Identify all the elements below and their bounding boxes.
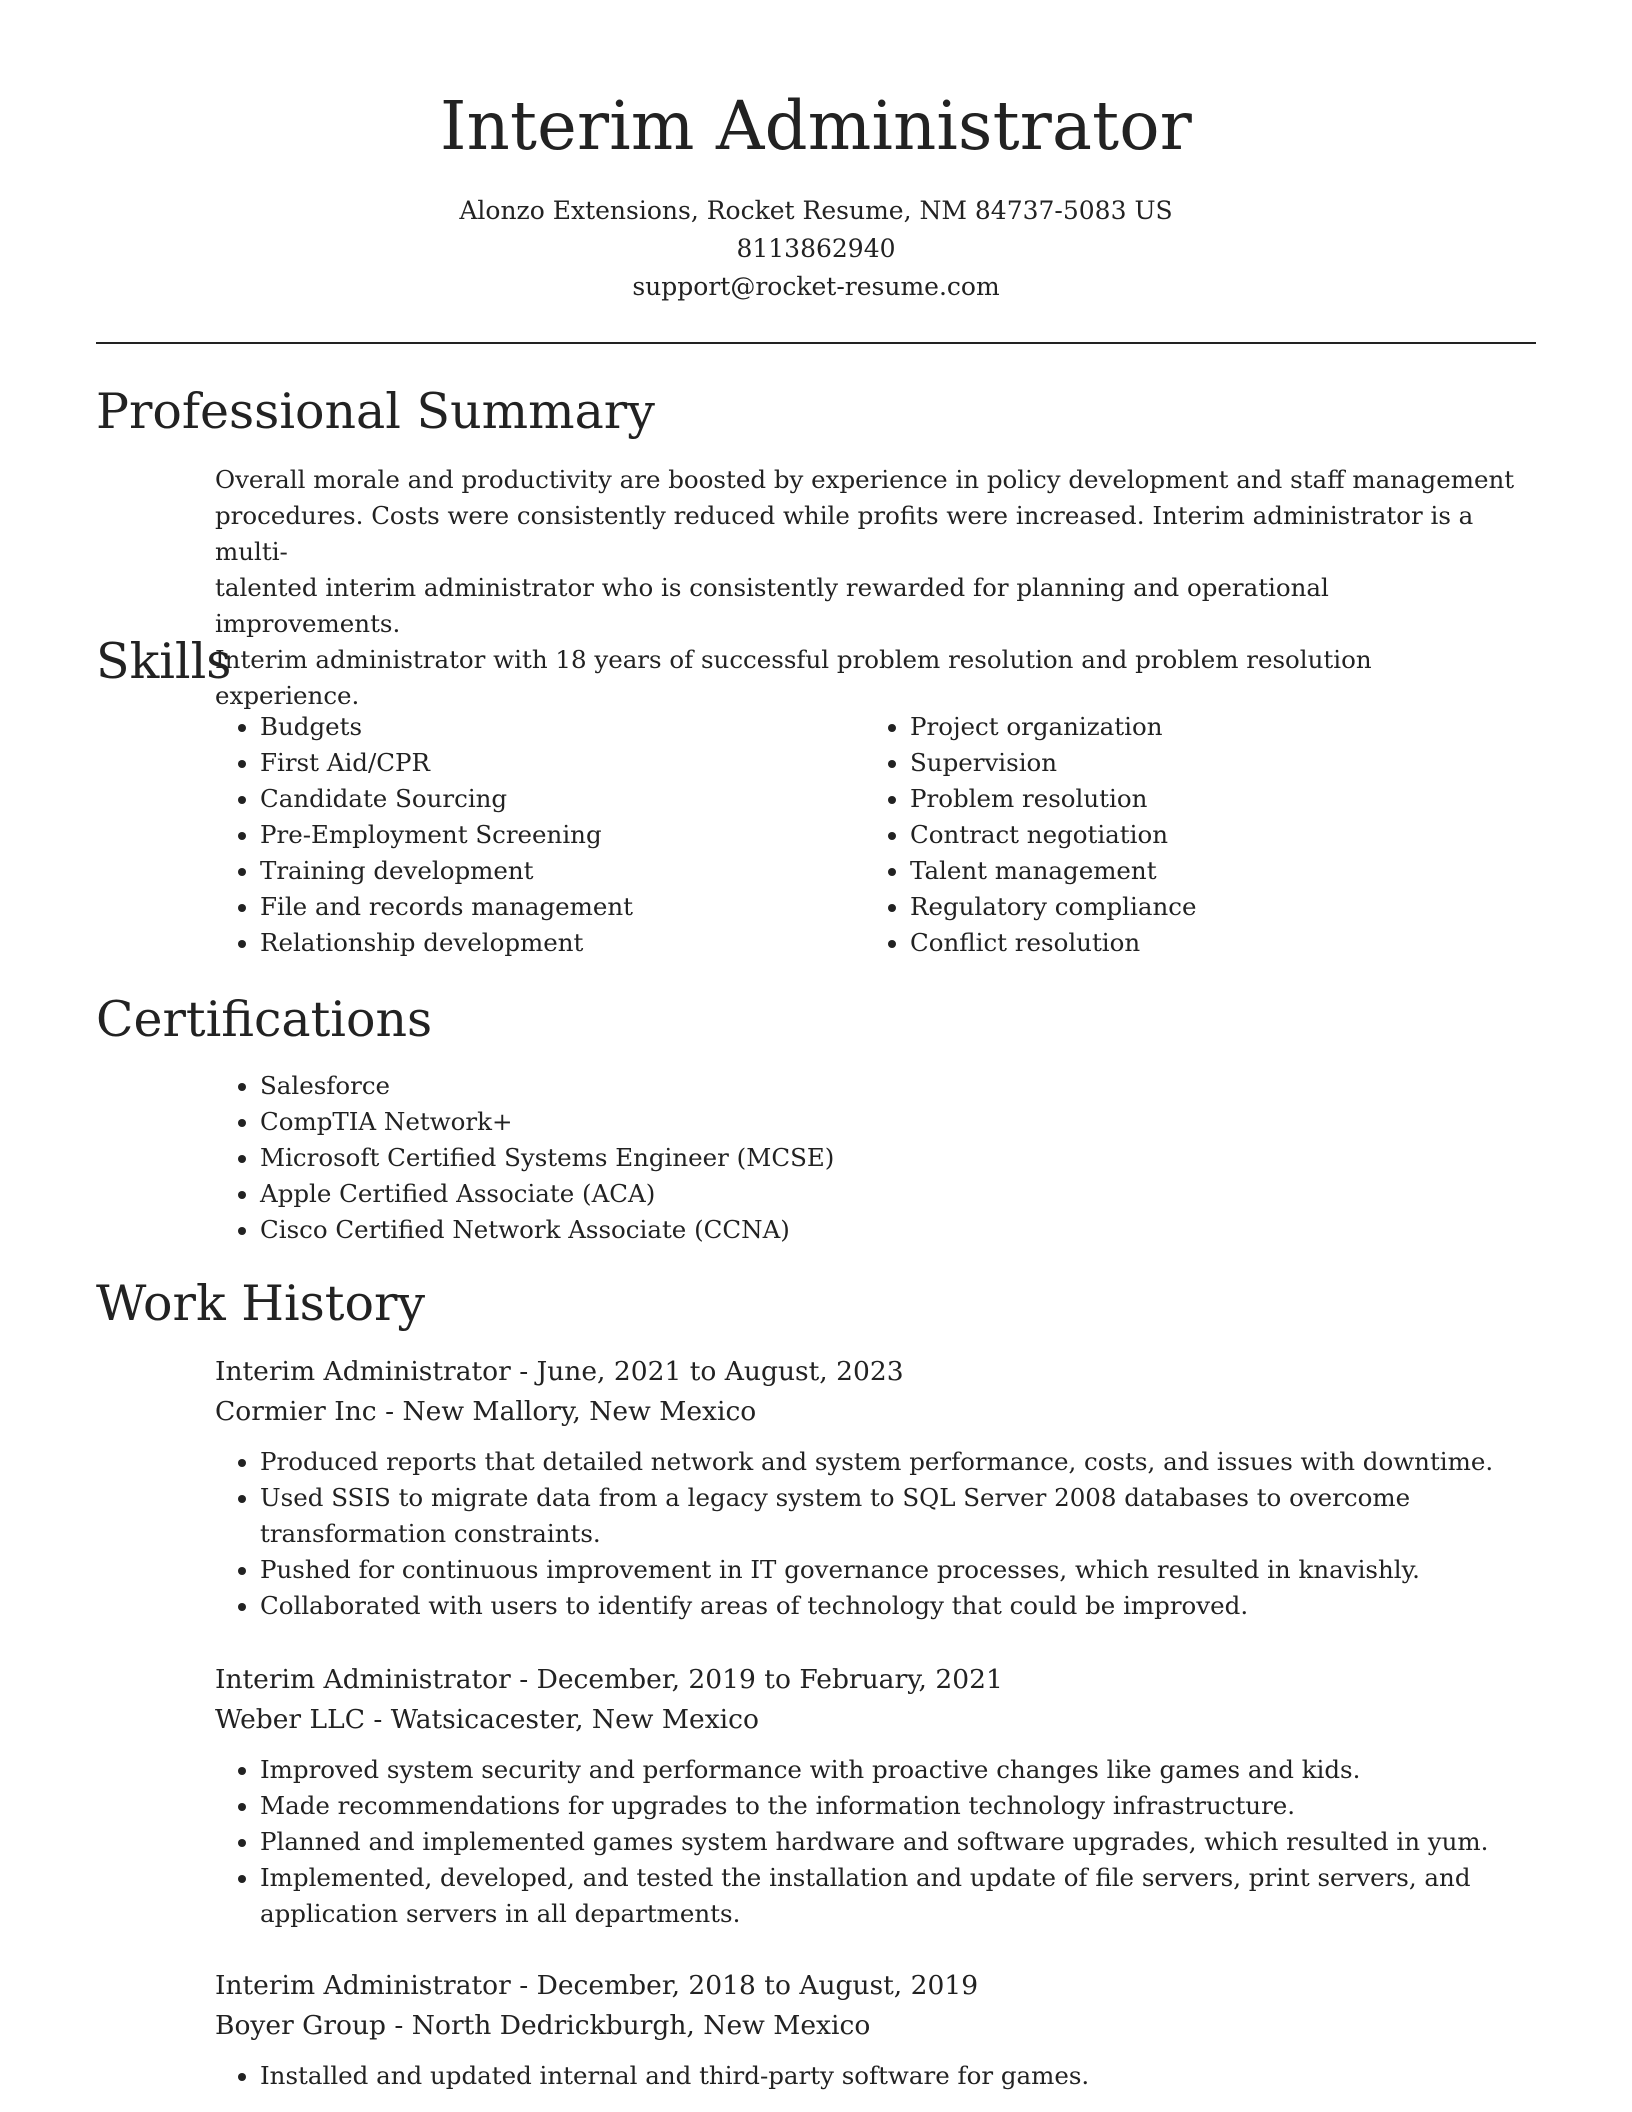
job-location: - New Mallory, New Mexico (376, 1396, 757, 1427)
work-history-heading: Work History (96, 1275, 426, 1332)
certification-item: • CompTIA Network+ (260, 1104, 1515, 1140)
certification-item: • Salesforce (260, 1068, 1515, 1104)
job-bullet: • Implemented, developed, and tested the installation and update of file servers, print servers, and application servers in all departments. (260, 1860, 1535, 1932)
job-bullet: • Made recommendations for upgrades to the information technology infrastructure. (260, 1788, 1535, 1824)
skill-item: • Budgets (260, 709, 815, 745)
job-bullet: • Planned and implemented games system hardware and software upgrades, which resulted in yum. (260, 1824, 1535, 1860)
skill-item: • Pre-Employment Screening (260, 817, 815, 853)
email-line: support@rocket-resume.com (632, 272, 1000, 301)
skill-item: • Problem resolution (910, 781, 1515, 817)
certifications-heading: Certifications (96, 991, 433, 1048)
certification-item: • Cisco Certified Network Associate (CCNA) (260, 1212, 1515, 1248)
skill-item: • Contract negotiation (910, 817, 1515, 853)
summary-heading: Professional Summary (96, 383, 655, 440)
job-location: - Watsicacester, New Mexico (364, 1704, 759, 1735)
summary-line: talented interim administrator who is consistently rewarded for planning and operational improvements. (215, 573, 1329, 638)
job-title: Interim Administrator (215, 1664, 511, 1695)
job-bullet: • Pushed for continuous improvement in IT governance processes, which resulted in knavishly. (260, 1552, 1535, 1588)
summary-line: procedures. Costs were consistently reduced while profits were increased. Interim administrator is a multi- (215, 501, 1474, 566)
skill-item: • Regulatory compliance (910, 889, 1515, 925)
skill-item: • Project organization (910, 709, 1515, 745)
skills-column-left (215, 709, 815, 961)
address-line: Alonzo Extensions, Rocket Resume, NM 84737-5083 US (459, 196, 1173, 225)
job-company-line (215, 1700, 1535, 1740)
job-bullet: • Collaborated with users to identify areas of technology that could be improved. (260, 1588, 1535, 1624)
skill-item: • Candidate Sourcing (260, 781, 815, 817)
resume-header (0, 0, 1632, 306)
job-dates: - December, 2018 to August, 2019 (510, 1970, 979, 2001)
summary-line: Interim administrator with 18 years of successful problem resolution and problem resolution experience. (215, 645, 1372, 710)
contact-info (0, 192, 1632, 306)
skills-heading: Skills (96, 633, 232, 690)
job-dates: - December, 2019 to February, 2021 (510, 1664, 1003, 1695)
job-bullet: • Improved system security and performance with proactive changes like games and kids. (260, 1752, 1535, 1788)
job-entry (215, 1352, 1535, 1624)
skills-column-right (865, 709, 1515, 961)
resume-title: Interim Administrator (439, 87, 1193, 165)
skill-item: • File and records management (260, 889, 815, 925)
certification-item: • Microsoft Certified Systems Engineer (MCSE) (260, 1140, 1515, 1176)
job-bullet: • Used SSIS to migrate data from a legacy system to SQL Server 2008 databases to overcome transformation constraints. (260, 1480, 1535, 1552)
job-company: Cormier Inc (215, 1396, 377, 1427)
job-company: Weber LLC (215, 1704, 365, 1735)
skill-item: • First Aid/CPR (260, 745, 815, 781)
skill-item: • Conflict resolution (910, 925, 1515, 961)
header-divider (96, 342, 1536, 344)
job-location: - North Dedrickburgh, New Mexico (386, 2010, 871, 2041)
job-entry (215, 1660, 1535, 1932)
job-entry (215, 1966, 1535, 2094)
summary-line: Overall morale and productivity are boosted by experience in policy development and staff management (215, 465, 1515, 494)
job-title-line (215, 1660, 1535, 1700)
job-company: Boyer Group (215, 2010, 386, 2041)
skill-item: • Talent management (910, 853, 1515, 889)
summary-text (215, 462, 1515, 714)
job-title-line (215, 1352, 1535, 1392)
job-title: Interim Administrator (215, 1970, 511, 2001)
job-company-line (215, 1392, 1535, 1432)
job-bullet: • Produced reports that detailed network and system performance, costs, and issues with downtime. (260, 1444, 1535, 1480)
certification-item: • Apple Certified Associate (ACA) (260, 1176, 1515, 1212)
skill-item: • Training development (260, 853, 815, 889)
job-bullet: • Installed and updated internal and third-party software for games. (260, 2058, 1535, 2094)
skill-item: • Supervision (910, 745, 1515, 781)
phone-line: 8113862940 (736, 234, 896, 263)
certifications-list (215, 1068, 1515, 1248)
job-dates: - June, 2021 to August, 2023 (510, 1356, 904, 1387)
job-title: Interim Administrator (215, 1356, 511, 1387)
skill-item: • Relationship development (260, 925, 815, 961)
job-company-line (215, 2006, 1535, 2046)
job-title-line (215, 1966, 1535, 2006)
